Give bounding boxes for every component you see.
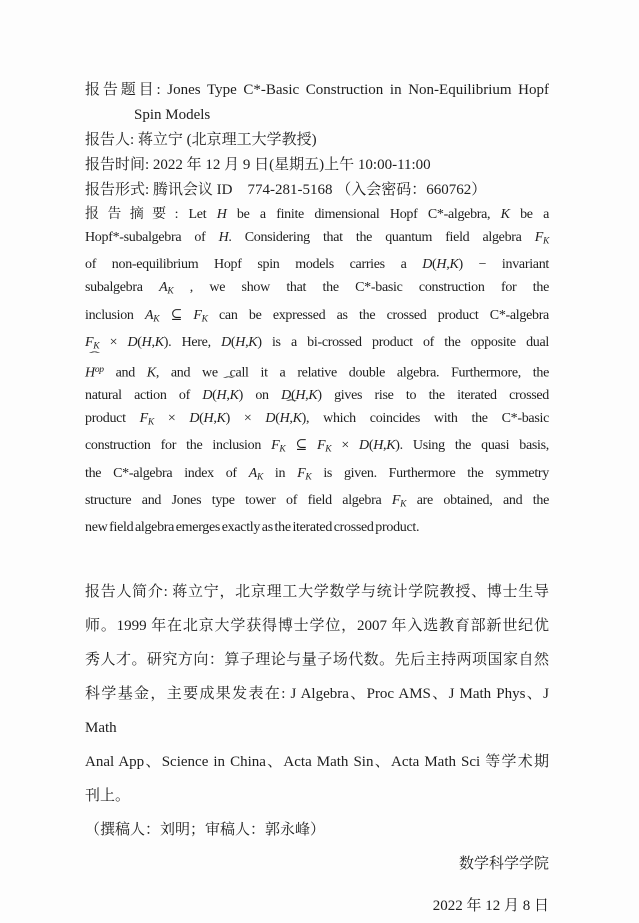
text-line: 报告人简介: 蒋立宁，北京理工大学数学与统计学院教授、博士生导 [85,584,549,601]
text-line: structure and Jones type tower of field algebra $F_K$ are obtained, and the [85,492,549,510]
text-line: product $F_K \times D(H,K)$ × D(ˆ H,K), which coincides with the C*-basic [85,407,549,434]
footer-date: 2022 年 12 月 8 日 [432,898,549,915]
credits-line: （撰稿人：刘明；审稿人：郭永峰） [85,822,326,839]
text-line: 秀人才。研究方向：算子理论与量子场代数。先后主持两项国家自然 [85,652,549,669]
report-title-line1 [85,78,549,103]
format-label: 报告形式: [85,182,153,198]
text-line: construction for the inclusion $F_K$ ⊆ $F_K \times D(H,K)$. Using the quasi basis, [85,438,549,455]
text-line: ˆ $H^{op}$ and K, and we call it a relative double algebra. Furthermore, the [85,359,549,384]
bio-section [85,575,549,813]
text-line: 科学基金，主要成果发表在: J Algebra、Proc AMS、J Math Phys、J Math [85,686,549,737]
report-title-line2: Spin Models [134,107,211,123]
time-line [85,153,549,178]
format-line [85,178,549,203]
time-value: 2022 年 12 月 9 日(星期五)上午 10:00-11:00 [152,157,431,173]
text-line: $F_K \times D(H,K)$. Here, D(H,K) is a bi-crossed product of the opposite dual [85,335,549,352]
footer-organization: 数学科学学院 [458,856,549,873]
text-line: the C*-algebra index of $A_K$ in $F_K$ is given. Furthermore the symmetry [85,465,549,482]
text-line: new field algebra emerges exactly as the iterated crossed product. [85,520,420,536]
text-line: natural action of D(ˆ H,K) on D(H,K) gives rise to the iterated crossed [85,384,549,407]
text-line: of non-equilibrium Hopf spin models carries a D(H,K) − invariant [85,257,549,273]
format-value: 腾讯会议 ID 774-281-5168 （入会密码：660762） [152,182,487,198]
text-line: 刊上。 [85,788,131,805]
report-header [85,78,549,203]
speaker-label: 报告人: [85,132,138,148]
text-line: inclusion $A_K$ ⊆ $F_K$ can be expressed as the crossed product C*-algebra [85,307,549,325]
speaker-line [85,128,549,153]
text-line: Hopf*-subalgebra of H. Considering that the quantum field algebra $F_K$ [85,230,549,247]
report-title-text: Jones Type C*-Basic Construction in Non-Equilibrium Hopf [167,82,549,98]
text-line: subalgebra $A_K$ , we show that the C*-basic construction for the [85,280,549,297]
text-line: 师。1999 年在北京大学获得博士学位，2007 年入选教育部新世纪优 [85,618,549,635]
speaker-value: 蒋立宁 (北京理工大学教授) [137,132,317,148]
abstract-section [85,203,549,539]
text-line: Anal App、Science in China、Acta Math Sin、Acta Math Sci 等学术期 [85,754,549,771]
text-line: 报告摘要: Let H be a finite dimensional Hopf C*-algebra, K be a [85,207,549,222]
document-content [85,78,549,923]
report-title-label: 报告题目: [85,82,168,98]
time-label: 报告时间: [85,157,153,173]
